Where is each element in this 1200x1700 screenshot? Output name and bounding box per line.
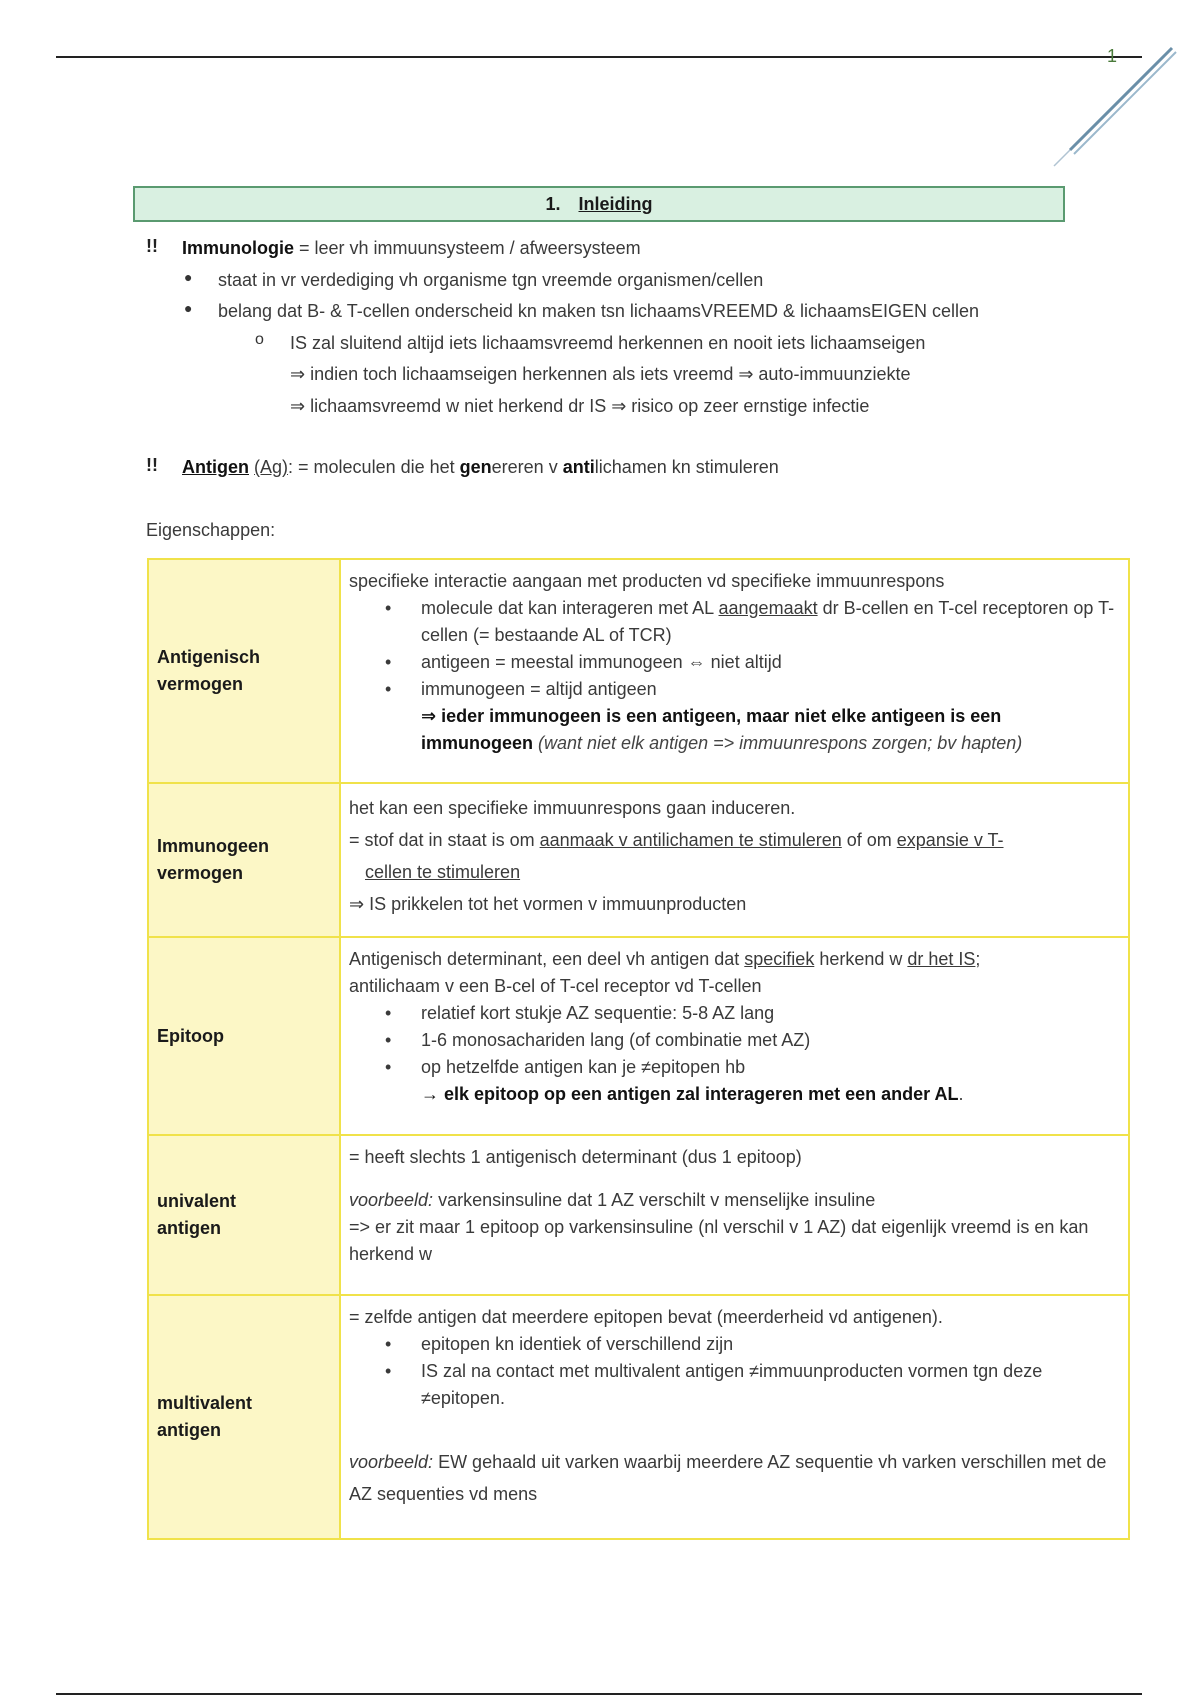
- italic-note: (want niet elk antigen => immuunrespons zorgen; bv hapten): [533, 733, 1023, 753]
- list-item: • IS zal na contact met multivalent antigen ≠immuunproducten vormen tgn deze ≠epitopen.: [421, 1358, 1118, 1412]
- body-intro: het kan een specifieke immuunrespons gaan induceren.: [349, 798, 796, 818]
- label-line: vermogen: [157, 674, 244, 694]
- label-line: antigen: [157, 1420, 222, 1440]
- intro-sub-bullet: IS zal sluitend altijd iets lichaamsvreemd herkennen en nooit iets lichaamseigen: [290, 333, 926, 353]
- example-line: [349, 1187, 1118, 1214]
- body-line: [349, 946, 1118, 973]
- text-underlined: cellen te stimuleren: [365, 862, 521, 882]
- conclusion: [349, 703, 1118, 757]
- label-line: antigen: [157, 1218, 222, 1238]
- body-line: antilichaam v een B-cel of T-cel receptor vd T-cellen: [349, 976, 762, 996]
- page-number: 1: [1107, 46, 1118, 66]
- text-underlined: aangemaakt: [718, 598, 818, 618]
- bold-text: → elk epitoop op een antigen zal interageren met een ander AL: [421, 1084, 959, 1104]
- label-line: multivalent: [157, 1393, 253, 1413]
- example-line: [349, 1446, 1118, 1510]
- row-label-univalent: [148, 1135, 340, 1295]
- body-line: = heeft slechts 1 antigenisch determinant (dus 1 epitoop): [349, 1147, 802, 1167]
- conclusion: [349, 1081, 1118, 1108]
- immunologie-def-text: = leer vh immuunsysteem / afweersysteem: [294, 238, 641, 258]
- table-row: [148, 783, 1129, 937]
- body-line: [349, 824, 1118, 856]
- table-row: [148, 559, 1129, 783]
- bold-text: ⇒ ieder immunogeen is een antigeen, maar niet elke antigeen is een immunogeen: [421, 706, 1002, 753]
- list-item: • epitopen kn identiek of verschillend zijn: [421, 1331, 1118, 1358]
- body-line: = zelfde antigen dat meerdere epitopen bevat (meerderheid vd antigenen).: [349, 1307, 943, 1327]
- body-intro: specifieke interactie aangaan met producten vd specifieke immuunrespons: [349, 571, 945, 591]
- important-mark: !!: [146, 455, 158, 475]
- antigen-rest: lichamen kn stimuleren: [594, 457, 779, 477]
- label-line: Epitoop: [157, 1025, 224, 1046]
- bullet-icon: ●: [184, 300, 193, 316]
- row-label-epitoop: [148, 937, 340, 1135]
- text-underlined: aanmaak v antilichamen te stimuleren: [539, 830, 842, 850]
- circle-bullet-icon: o: [255, 331, 264, 348]
- list-item: [421, 595, 1118, 649]
- body-line: => er zit maar 1 epitoop op varkensinsuline (nl verschil v 1 AZ) dat eigenlijk vreemd is en kan herkend w: [349, 1217, 1089, 1264]
- row-body-antigenisch: [340, 559, 1129, 783]
- row-body-immunogeen: [340, 783, 1129, 937]
- antigen-anti: anti: [562, 457, 595, 477]
- bullet-list: [349, 1331, 1118, 1412]
- immunologie-definition: [182, 236, 641, 260]
- list-item: • op hetzelfde antigen kan je ≠epitopen hb: [421, 1054, 1118, 1081]
- text: herkend w: [814, 949, 908, 969]
- table-row: [148, 1295, 1129, 1539]
- text: EW gehaald uit varken waarbij meerdere AZ sequentie vh varken verschillen met de AZ sequenties vd mens: [349, 1452, 1107, 1504]
- footer-rule: [56, 1693, 1142, 1695]
- text: dr B-cellen en T-cel receptoren op T-cellen (= bestaande AL of TCR): [421, 598, 1115, 645]
- text: varkensinsuline dat 1 AZ verschilt v menselijke insuline: [433, 1190, 876, 1210]
- text: ;: [975, 949, 981, 969]
- example-label: voorbeeld:: [349, 1452, 434, 1472]
- intro-bullet-1: staat in vr verdediging vh organisme tgn vreemde organismen/cellen: [218, 270, 764, 290]
- body-line: [349, 856, 1118, 888]
- spacer: [349, 1171, 1118, 1187]
- section-number: 1.: [545, 193, 561, 214]
- label-line: Antigenisch: [157, 647, 261, 667]
- antigen-definition: [182, 455, 779, 479]
- antigen-colon: : = moleculen die het: [288, 457, 460, 477]
- list-item: • 1-6 monosachariden lang (of combinatie met AZ): [421, 1027, 1118, 1054]
- intro-bullet-2: belang dat B- & T-cellen onderscheid kn maken tsn lichaamsVREEMD & lichaamsEIGEN cellen: [218, 301, 980, 321]
- text-underlined: dr het IS: [907, 949, 976, 969]
- row-body-epitoop: [340, 937, 1129, 1135]
- list-item: • antigeen = meestal immunogeen ⇔ niet altijd: [421, 649, 1118, 676]
- antigen-term: Antigen: [182, 457, 249, 477]
- list-item: • immunogeen = altijd antigeen: [421, 676, 1118, 703]
- bullet-list: [349, 595, 1118, 703]
- label-line: univalent: [157, 1191, 237, 1211]
- spacer: [349, 1412, 1118, 1446]
- table-row: [148, 937, 1129, 1135]
- label-line: Immunogeen: [157, 836, 270, 856]
- header-rule: [56, 56, 1142, 58]
- properties-label: Eigenschappen:: [146, 520, 276, 540]
- section-title: Inleiding: [578, 193, 653, 214]
- antigen-abbr: (Ag): [254, 457, 289, 477]
- example-label: voorbeeld:: [349, 1190, 434, 1210]
- bullet-icon: ●: [184, 269, 193, 285]
- intro-arrow-2: ⇒ lichaamsvreemd w niet herkend dr IS ⇒ risico op zeer ernstige infectie: [290, 396, 870, 416]
- important-mark: !!: [146, 236, 158, 256]
- text: of om: [841, 830, 897, 850]
- text: = stof dat in staat is om: [349, 830, 540, 850]
- body-line: ⇒ IS prikkelen tot het vormen v immuunproducten: [349, 894, 747, 914]
- text: .: [958, 1084, 964, 1104]
- intro-arrow-1: ⇒ indien toch lichaamseigen herkennen als iets vreemd ⇒ auto-immuunziekte: [290, 364, 911, 384]
- label-line: vermogen: [157, 863, 244, 883]
- list-item: • relatief kort stukje AZ sequentie: 5-8 AZ lang: [421, 1000, 1118, 1027]
- section-header: [133, 186, 1065, 222]
- antigen-mid: ereren v: [491, 457, 563, 477]
- row-body-multivalent: [340, 1295, 1129, 1539]
- pen-decoration-icon: [1050, 40, 1180, 170]
- text: molecule dat kan interageren met AL: [421, 598, 719, 618]
- row-label-multivalent: [148, 1295, 340, 1539]
- properties-table: [147, 558, 1130, 1540]
- immunologie-term: Immunologie: [182, 238, 294, 258]
- row-body-univalent: [340, 1135, 1129, 1295]
- row-label-immunogeen: [148, 783, 340, 937]
- text-underlined: specifiek: [744, 949, 815, 969]
- text: Antigenisch determinant, een deel vh antigen dat: [349, 949, 745, 969]
- antigen-gen: gen: [459, 457, 492, 477]
- row-label-antigenisch: [148, 559, 340, 783]
- table-row: [148, 1135, 1129, 1295]
- text-underlined: expansie v T-: [896, 830, 1004, 850]
- bullet-list: [349, 1000, 1118, 1081]
